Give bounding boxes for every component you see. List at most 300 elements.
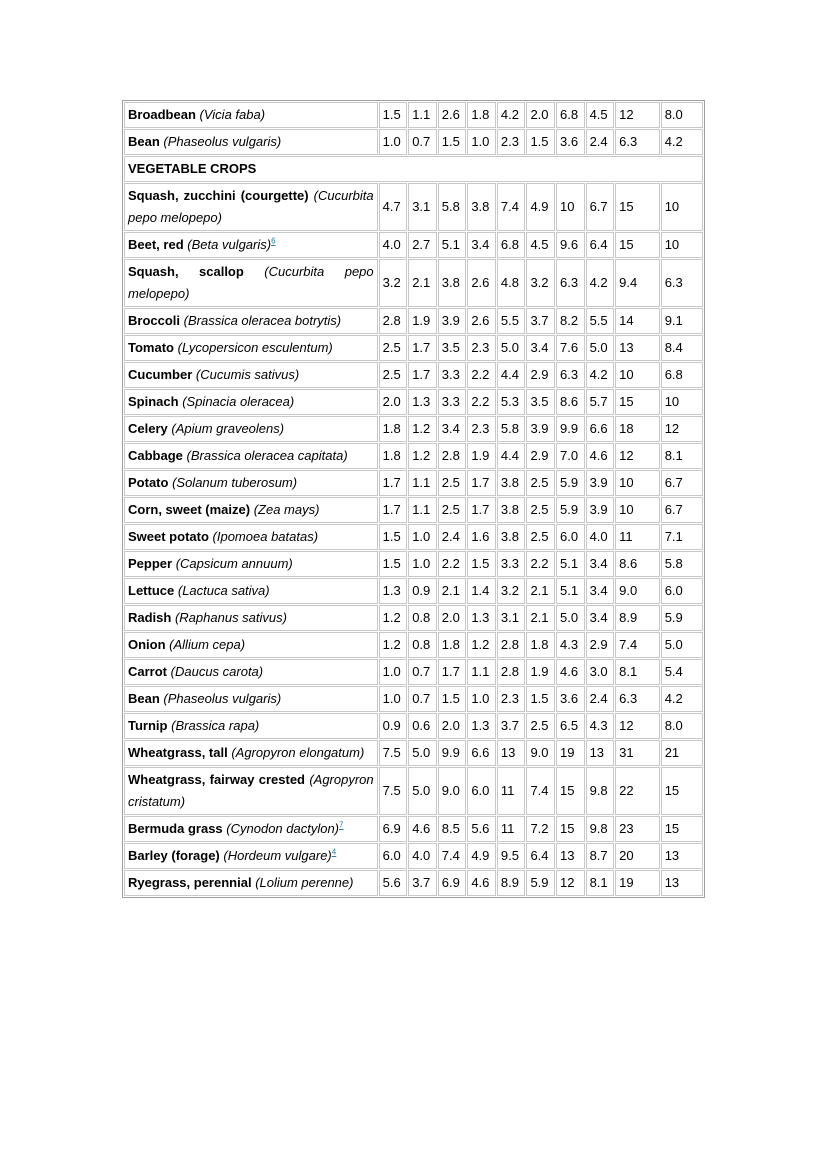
table-row [124, 443, 703, 469]
value-cell: 2.5 [379, 335, 408, 361]
crop-name-cell [124, 335, 378, 361]
value-cell: 3.4 [586, 551, 615, 577]
value-cell: 6.7 [661, 470, 703, 496]
value-cell: 0.7 [408, 129, 437, 155]
crop-name-cell [124, 183, 378, 231]
value-cell: 13 [497, 740, 526, 766]
crop-scientific-name: (Phaseolus vulgaris) [163, 691, 282, 706]
value-cell: 6.4 [526, 843, 555, 869]
crop-scientific-name: (Spinacia oleracea) [182, 394, 295, 409]
value-cell: 10 [661, 183, 703, 231]
value-cell: 2.2 [526, 551, 555, 577]
value-cell: 4.7 [379, 183, 408, 231]
value-cell: 2.6 [467, 259, 496, 307]
value-cell: 0.8 [408, 605, 437, 631]
value-cell: 6.0 [379, 843, 408, 869]
value-cell: 3.3 [438, 362, 467, 388]
crop-common-name: Pepper [128, 556, 173, 571]
crop-scientific-name: (Cucumis sativus) [195, 367, 300, 382]
crop-scientific-name: (Cucurbita pepo melopepo) [128, 188, 374, 225]
value-cell: 5.8 [438, 183, 467, 231]
table-row [124, 259, 703, 307]
crop-scientific-name: (Brassica rapa) [171, 718, 260, 733]
value-cell: 13 [661, 843, 703, 869]
value-cell: 3.5 [438, 335, 467, 361]
value-cell: 10 [556, 183, 585, 231]
value-cell: 10 [661, 232, 703, 258]
value-cell: 2.8 [438, 443, 467, 469]
value-cell: 1.9 [467, 443, 496, 469]
value-cell: 1.9 [526, 659, 555, 685]
value-cell: 2.3 [497, 129, 526, 155]
value-cell: 1.8 [438, 632, 467, 658]
crop-common-name: Wheatgrass, tall [128, 745, 228, 760]
value-cell: 2.8 [379, 308, 408, 334]
value-cell: 0.7 [408, 659, 437, 685]
value-cell: 23 [615, 816, 660, 842]
crop-scientific-name: (Cynodon dactylon) [226, 821, 340, 836]
value-cell: 5.1 [438, 232, 467, 258]
value-cell: 2.9 [586, 632, 615, 658]
value-cell: 7.0 [556, 443, 585, 469]
value-cell: 9.8 [586, 816, 615, 842]
value-cell: 5.7 [586, 389, 615, 415]
value-cell: 4.4 [497, 362, 526, 388]
value-cell: 3.9 [438, 308, 467, 334]
crop-name-cell [124, 232, 378, 258]
value-cell: 5.9 [661, 605, 703, 631]
value-cell: 2.6 [438, 102, 467, 128]
value-cell: 6.3 [615, 686, 660, 712]
value-cell: 2.3 [467, 416, 496, 442]
value-cell: 6.9 [379, 816, 408, 842]
value-cell: 0.6 [408, 713, 437, 739]
value-cell: 31 [615, 740, 660, 766]
value-cell: 15 [661, 767, 703, 815]
crop-scientific-name: (Agropyron cristatum) [128, 772, 374, 809]
value-cell: 6.7 [661, 497, 703, 523]
crop-scientific-name: (Agropyron elongatum) [231, 745, 365, 760]
value-cell: 3.4 [526, 335, 555, 361]
value-cell: 5.9 [556, 497, 585, 523]
table-row [124, 335, 703, 361]
value-cell: 1.5 [438, 129, 467, 155]
value-cell: 3.9 [586, 497, 615, 523]
value-cell: 1.5 [467, 551, 496, 577]
value-cell: 2.4 [586, 686, 615, 712]
value-cell: 5.6 [467, 816, 496, 842]
value-cell: 4.2 [586, 362, 615, 388]
value-cell: 4.2 [586, 259, 615, 307]
value-cell: 2.7 [408, 232, 437, 258]
value-cell: 2.1 [408, 259, 437, 307]
value-cell: 5.0 [408, 767, 437, 815]
value-cell: 2.1 [526, 578, 555, 604]
value-cell: 6.9 [438, 870, 467, 896]
value-cell: 2.5 [526, 713, 555, 739]
section-row [124, 156, 703, 182]
crop-name-cell [124, 686, 378, 712]
value-cell: 4.2 [661, 686, 703, 712]
value-cell: 5.8 [497, 416, 526, 442]
value-cell: 3.0 [586, 659, 615, 685]
crop-scientific-name: (Lolium perenne) [255, 875, 354, 890]
crop-name-cell [124, 389, 378, 415]
crop-name-cell [124, 416, 378, 442]
document-page [122, 100, 705, 898]
value-cell: 2.5 [438, 470, 467, 496]
value-cell: 4.6 [467, 870, 496, 896]
crop-common-name: Broccoli [128, 313, 181, 328]
footnote-link[interactable]: 6 [271, 236, 276, 246]
crop-scientific-name: (Daucus carota) [170, 664, 264, 679]
value-cell: 4.0 [379, 232, 408, 258]
value-cell: 4.0 [586, 524, 615, 550]
value-cell: 1.2 [408, 443, 437, 469]
value-cell: 1.0 [408, 551, 437, 577]
value-cell: 9.5 [497, 843, 526, 869]
crop-common-name: Bean [128, 134, 160, 149]
crop-common-name: Celery [128, 421, 168, 436]
value-cell: 12 [615, 102, 660, 128]
value-cell: 4.8 [497, 259, 526, 307]
value-cell: 2.5 [526, 524, 555, 550]
value-cell: 1.0 [467, 129, 496, 155]
value-cell: 4.9 [526, 183, 555, 231]
crop-name-cell [124, 308, 378, 334]
value-cell: 19 [556, 740, 585, 766]
value-cell: 13 [661, 870, 703, 896]
value-cell: 9.8 [586, 767, 615, 815]
value-cell: 18 [615, 416, 660, 442]
value-cell: 12 [556, 870, 585, 896]
value-cell: 2.2 [467, 389, 496, 415]
value-cell: 5.6 [379, 870, 408, 896]
value-cell: 1.2 [467, 632, 496, 658]
value-cell: 15 [615, 232, 660, 258]
value-cell: 4.6 [586, 443, 615, 469]
value-cell: 6.3 [556, 259, 585, 307]
value-cell: 5.0 [497, 335, 526, 361]
value-cell: 15 [556, 767, 585, 815]
value-cell: 2.0 [379, 389, 408, 415]
value-cell: 6.8 [661, 362, 703, 388]
value-cell: 1.8 [379, 443, 408, 469]
table-row [124, 767, 703, 815]
value-cell: 1.1 [467, 659, 496, 685]
crop-common-name: Corn, sweet (maize) [128, 502, 251, 517]
value-cell: 12 [615, 443, 660, 469]
value-cell: 9.0 [526, 740, 555, 766]
value-cell: 6.7 [586, 183, 615, 231]
value-cell: 15 [661, 816, 703, 842]
value-cell: 8.2 [556, 308, 585, 334]
value-cell: 1.6 [467, 524, 496, 550]
crop-common-name: Broadbean [128, 107, 196, 122]
value-cell: 1.8 [379, 416, 408, 442]
crop-name-cell [124, 102, 378, 128]
table-row [124, 102, 703, 128]
value-cell: 2.5 [526, 497, 555, 523]
crop-common-name: Sweet potato [128, 529, 209, 544]
value-cell: 1.3 [467, 713, 496, 739]
value-cell: 2.0 [526, 102, 555, 128]
value-cell: 7.2 [526, 816, 555, 842]
value-cell: 3.6 [556, 129, 585, 155]
value-cell: 2.0 [438, 713, 467, 739]
value-cell: 2.3 [467, 335, 496, 361]
value-cell: 1.5 [379, 102, 408, 128]
value-cell: 0.9 [408, 578, 437, 604]
crop-scientific-name: (Raphanus sativus) [174, 610, 287, 625]
crop-name-cell [124, 259, 378, 307]
crop-common-name: Beet, red [128, 237, 184, 252]
value-cell: 1.2 [379, 632, 408, 658]
crop-scientific-name: (Phaseolus vulgaris) [163, 134, 282, 149]
value-cell: 3.2 [497, 578, 526, 604]
value-cell: 8.5 [438, 816, 467, 842]
value-cell: 1.1 [408, 497, 437, 523]
value-cell: 4.6 [556, 659, 585, 685]
crop-tolerance-table [122, 100, 705, 898]
crop-common-name: Bermuda grass [128, 821, 223, 836]
value-cell: 6.8 [556, 102, 585, 128]
crop-common-name: Lettuce [128, 583, 175, 598]
value-cell: 1.0 [379, 129, 408, 155]
value-cell: 1.5 [526, 686, 555, 712]
value-cell: 8.9 [615, 605, 660, 631]
value-cell: 9.0 [438, 767, 467, 815]
value-cell: 4.5 [586, 102, 615, 128]
value-cell: 8.7 [586, 843, 615, 869]
value-cell: 4.2 [497, 102, 526, 128]
value-cell: 4.9 [467, 843, 496, 869]
value-cell: 1.0 [408, 524, 437, 550]
crop-name-cell [124, 740, 378, 766]
value-cell: 9.6 [556, 232, 585, 258]
value-cell: 13 [556, 843, 585, 869]
crop-scientific-name: (Hordeum vulgare) [223, 848, 332, 863]
crop-scientific-name: (Capsicum annuum) [175, 556, 293, 571]
table-row [124, 308, 703, 334]
value-cell: 1.8 [467, 102, 496, 128]
value-cell: 1.1 [408, 102, 437, 128]
value-cell: 7.1 [661, 524, 703, 550]
crop-common-name: Radish [128, 610, 172, 625]
value-cell: 1.7 [379, 497, 408, 523]
crop-scientific-name: (Lycopersicon esculentum) [177, 340, 333, 355]
table-row [124, 632, 703, 658]
value-cell: 8.6 [615, 551, 660, 577]
value-cell: 19 [615, 870, 660, 896]
crop-common-name: Cabbage [128, 448, 183, 463]
value-cell: 4.5 [526, 232, 555, 258]
value-cell: 3.9 [586, 470, 615, 496]
value-cell: 15 [615, 183, 660, 231]
value-cell: 5.0 [586, 335, 615, 361]
value-cell: 6.0 [556, 524, 585, 550]
crop-scientific-name: (Solanum tuberosum) [172, 475, 298, 490]
value-cell: 2.1 [438, 578, 467, 604]
value-cell: 5.9 [556, 470, 585, 496]
value-cell: 11 [615, 524, 660, 550]
value-cell: 3.4 [586, 605, 615, 631]
value-cell: 1.7 [408, 362, 437, 388]
value-cell: 6.6 [586, 416, 615, 442]
value-cell: 8.1 [615, 659, 660, 685]
value-cell: 8.1 [586, 870, 615, 896]
table-row [124, 686, 703, 712]
table-row [124, 816, 703, 842]
crop-name-cell [124, 362, 378, 388]
crop-common-name: Potato [128, 475, 169, 490]
table-row [124, 232, 703, 258]
crop-common-name: Squash, scallop [128, 264, 244, 279]
value-cell: 5.5 [586, 308, 615, 334]
table-row [124, 713, 703, 739]
crop-name-cell [124, 605, 378, 631]
value-cell: 1.8 [526, 632, 555, 658]
value-cell: 12 [661, 416, 703, 442]
crop-scientific-name: (Brassica oleracea botrytis) [183, 313, 342, 328]
value-cell: 1.2 [408, 416, 437, 442]
value-cell: 3.8 [497, 524, 526, 550]
crop-common-name: Bean [128, 691, 160, 706]
value-cell: 1.7 [408, 335, 437, 361]
value-cell: 6.0 [661, 578, 703, 604]
table-row [124, 129, 703, 155]
value-cell: 1.3 [408, 389, 437, 415]
footnote-link[interactable]: 4 [331, 847, 337, 857]
crop-scientific-name: (Cucurbita pepo melopepo) [128, 264, 374, 301]
value-cell: 4.0 [408, 843, 437, 869]
crop-name-cell [124, 870, 378, 896]
value-cell: 2.8 [497, 632, 526, 658]
crop-common-name: Onion [128, 637, 166, 652]
crop-name-cell [124, 443, 378, 469]
value-cell: 5.0 [408, 740, 437, 766]
value-cell: 1.4 [467, 578, 496, 604]
value-cell: 12 [615, 713, 660, 739]
value-cell: 6.6 [467, 740, 496, 766]
value-cell: 10 [661, 389, 703, 415]
table-row [124, 659, 703, 685]
value-cell: 3.5 [526, 389, 555, 415]
value-cell: 3.7 [526, 308, 555, 334]
value-cell: 1.3 [467, 605, 496, 631]
value-cell: 3.9 [526, 416, 555, 442]
crop-common-name: Ryegrass, perennial [128, 875, 252, 890]
value-cell: 6.8 [497, 232, 526, 258]
value-cell: 3.2 [379, 259, 408, 307]
value-cell: 6.3 [661, 259, 703, 307]
table-body [124, 102, 703, 896]
value-cell: 2.5 [438, 497, 467, 523]
value-cell: 2.8 [497, 659, 526, 685]
crop-common-name: Wheatgrass, fairway crested [128, 772, 305, 787]
value-cell: 1.5 [526, 129, 555, 155]
value-cell: 5.0 [661, 632, 703, 658]
crop-name-cell [124, 129, 378, 155]
value-cell: 3.8 [438, 259, 467, 307]
table-row [124, 389, 703, 415]
value-cell: 1.1 [408, 470, 437, 496]
value-cell: 11 [497, 816, 526, 842]
value-cell: 1.5 [379, 551, 408, 577]
table-row [124, 843, 703, 869]
value-cell: 2.9 [526, 362, 555, 388]
crop-name-cell [124, 632, 378, 658]
value-cell: 5.9 [526, 870, 555, 896]
crop-name-cell [124, 470, 378, 496]
crop-common-name: Barley (forage) [128, 848, 220, 863]
value-cell: 7.5 [379, 740, 408, 766]
value-cell: 3.1 [408, 183, 437, 231]
value-cell: 3.8 [497, 470, 526, 496]
value-cell: 5.8 [661, 551, 703, 577]
crop-common-name: Cucumber [128, 367, 193, 382]
value-cell: 2.3 [497, 686, 526, 712]
value-cell: 11 [497, 767, 526, 815]
table-row [124, 870, 703, 896]
table-row [124, 183, 703, 231]
value-cell: 3.7 [408, 870, 437, 896]
value-cell: 3.4 [438, 416, 467, 442]
value-cell: 3.2 [526, 259, 555, 307]
table-row [124, 524, 703, 550]
value-cell: 7.4 [497, 183, 526, 231]
value-cell: 9.4 [615, 259, 660, 307]
crop-common-name: Spinach [128, 394, 179, 409]
value-cell: 5.1 [556, 578, 585, 604]
value-cell: 5.1 [556, 551, 585, 577]
footnote-link[interactable]: 7 [339, 820, 344, 830]
table-row [124, 740, 703, 766]
section-heading: VEGETABLE CROPS [124, 156, 703, 182]
value-cell: 2.4 [586, 129, 615, 155]
value-cell: 10 [615, 497, 660, 523]
crop-name-cell [124, 497, 378, 523]
value-cell: 1.9 [408, 308, 437, 334]
value-cell: 13 [615, 335, 660, 361]
value-cell: 1.5 [438, 686, 467, 712]
value-cell: 4.3 [556, 632, 585, 658]
value-cell: 4.6 [408, 816, 437, 842]
value-cell: 22 [615, 767, 660, 815]
value-cell: 7.4 [526, 767, 555, 815]
crop-common-name: Tomato [128, 340, 174, 355]
value-cell: 3.7 [497, 713, 526, 739]
value-cell: 2.1 [526, 605, 555, 631]
value-cell: 5.3 [497, 389, 526, 415]
value-cell: 1.5 [379, 524, 408, 550]
crop-scientific-name: (Beta vulgaris) [187, 237, 272, 252]
crop-scientific-name: (Allium cepa) [169, 637, 246, 652]
crop-name-cell [124, 816, 378, 842]
value-cell: 1.0 [379, 686, 408, 712]
value-cell: 10 [615, 470, 660, 496]
table-row [124, 605, 703, 631]
value-cell: 2.6 [467, 308, 496, 334]
value-cell: 15 [615, 389, 660, 415]
value-cell: 7.4 [615, 632, 660, 658]
value-cell: 1.0 [467, 686, 496, 712]
value-cell: 8.9 [497, 870, 526, 896]
value-cell: 6.5 [556, 713, 585, 739]
value-cell: 9.9 [438, 740, 467, 766]
value-cell: 5.5 [497, 308, 526, 334]
value-cell: 9.0 [615, 578, 660, 604]
